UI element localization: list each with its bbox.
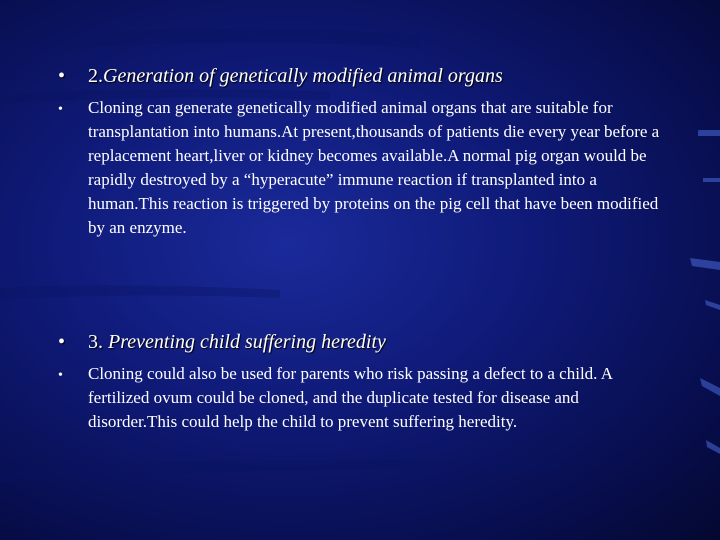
section-heading-3 xyxy=(58,330,668,354)
section-heading-2 xyxy=(58,64,668,88)
heading-title: Generation of genetically modified animal organs xyxy=(103,65,503,87)
bullet-icon: • xyxy=(58,331,66,353)
heading-number: 3. xyxy=(88,331,103,353)
bullet-icon: • xyxy=(58,65,66,87)
bullet-icon: • xyxy=(58,368,63,383)
body-paragraph: Cloning can generate genetically modified animal organs that are suitable for transplantation into humans.At present,thousands of patients die every year before a replacement heart,liver or kidney becomes available.A normal pig organ would be rapidly destroyed by a “hyperacute” immune reaction if transplanted into a human.This reaction is triggered by proteins on the pig cell that have been modified by an enzyme. xyxy=(88,98,660,237)
heading-number: 2. xyxy=(88,65,103,87)
bullet-icon: • xyxy=(58,102,63,117)
heading-title: Preventing child suffering heredity xyxy=(108,331,386,353)
section-body-3 xyxy=(58,362,668,434)
body-paragraph: Cloning could also be used for parents who risk passing a defect to a child. A fertilized ovum could be cloned, and the duplicate tested for disease and disorder.This could help the child to prevent suffering heredity. xyxy=(88,364,613,431)
section-body-2 xyxy=(58,96,668,240)
